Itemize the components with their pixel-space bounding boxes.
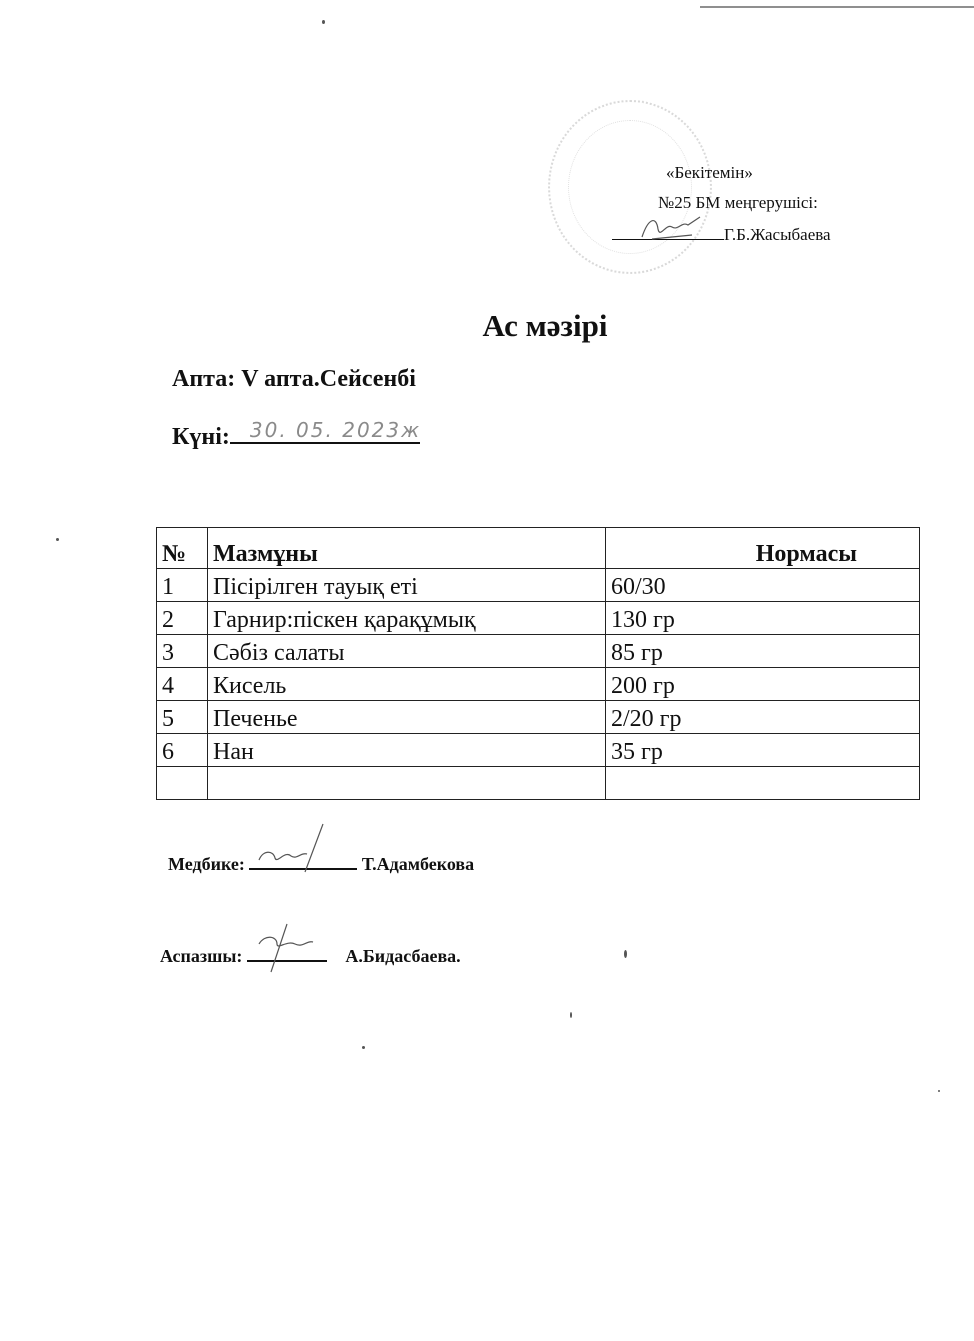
row-norm: 130 гр (606, 602, 920, 635)
header-num: № (157, 528, 208, 569)
approval-signature-line (612, 222, 831, 248)
table-row (157, 602, 920, 635)
row-content: Гарнир:піскен қарақұмық (208, 602, 606, 635)
row-content: Сәбіз салаты (208, 635, 606, 668)
row-num: 4 (157, 668, 208, 701)
row-content: Печенье (208, 701, 606, 734)
date-value: 30. 05. 2023ж (249, 418, 422, 442)
row-content: Нан (208, 734, 606, 767)
nurse-signature-row (168, 852, 474, 875)
scan-speck (570, 1012, 572, 1018)
cook-signature (247, 944, 327, 962)
row-norm: 60/30 (606, 569, 920, 602)
director-name: Г.Б.Жасыбаева (724, 225, 831, 244)
nurse-signature (249, 852, 357, 870)
scan-speck (56, 538, 59, 541)
week-line (172, 366, 416, 393)
row-content: Кисель (208, 668, 606, 701)
page-title: Ас мәзірі (482, 308, 608, 343)
cook-name: А.Бидасбаева. (345, 946, 461, 966)
row-num: 2 (157, 602, 208, 635)
table-row (157, 701, 920, 734)
table-row (157, 635, 920, 668)
week-value: V апта.Сейсенбі (241, 366, 416, 392)
row-norm: 35 гр (606, 734, 920, 767)
table-row (157, 668, 920, 701)
scan-speck (362, 1046, 365, 1049)
row-num: 3 (157, 635, 208, 668)
row-num: 1 (157, 569, 208, 602)
scan-speck (624, 950, 627, 958)
scan-speck (322, 20, 325, 24)
row-norm: 85 гр (606, 635, 920, 668)
date-blank (230, 420, 420, 444)
nurse-label: Медбике: (168, 854, 245, 874)
table-row (157, 569, 920, 602)
row-num: 5 (157, 701, 208, 734)
week-label: Апта: (172, 366, 236, 392)
scan-edge-line (700, 6, 974, 8)
cook-signature-row (160, 944, 461, 967)
director-signature (612, 223, 724, 240)
row-norm: 2/20 гр (606, 701, 920, 734)
row-num (157, 767, 208, 800)
row-num: 6 (157, 734, 208, 767)
row-norm (606, 767, 920, 800)
approval-heading: «Бекітемін» (666, 163, 753, 182)
menu-table (156, 527, 920, 800)
table-header-row (157, 528, 920, 569)
cook-label: Аспазшы: (160, 946, 243, 966)
date-label: Күні: (172, 424, 230, 450)
row-content: Пісірілген тауық еті (208, 569, 606, 602)
header-content: Мазмұны (208, 528, 606, 569)
header-norm: Нормасы (606, 528, 920, 569)
table-row-empty (157, 767, 920, 800)
approval-position: №25 БМ меңгерушісі: (658, 193, 818, 212)
table-row (157, 734, 920, 767)
date-line (172, 420, 420, 451)
nurse-name: Т.Адамбекова (361, 854, 475, 874)
row-content (208, 767, 606, 800)
row-norm: 200 гр (606, 668, 920, 701)
scan-speck (938, 1090, 940, 1092)
